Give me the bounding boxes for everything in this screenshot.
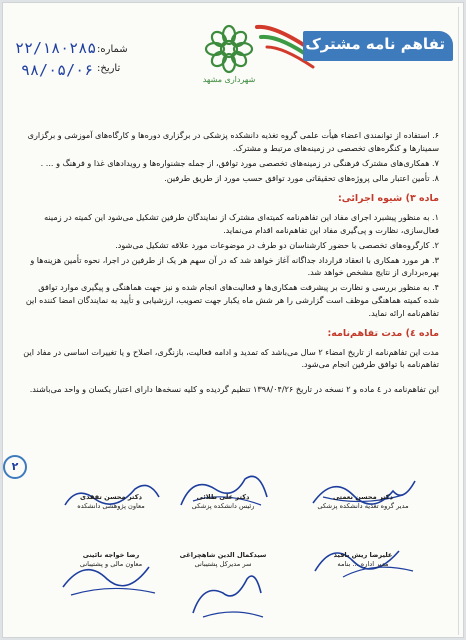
- page-number: ۲: [3, 455, 27, 479]
- signatory-3-title: معاون پژوهشی دانشکده: [77, 502, 145, 510]
- letterhead: [3, 3, 465, 103]
- signatory-3-name: دکتر محسن تفقدی: [80, 493, 142, 501]
- document-title: تفاهم نامه مشترک: [305, 35, 445, 53]
- section-3-heading: ماده ۳) شیوه اجرائی:: [337, 193, 439, 205]
- signatory-6-title: معاون مالی و پشتیبانی: [79, 560, 143, 568]
- municipality-logo-icon: [203, 23, 255, 75]
- signatory-4-title: مدیر اداره ... بنامه: [337, 560, 389, 568]
- date-value: ۹۸/۰۵/۰۶: [21, 61, 94, 79]
- signatory-2-title: رئیس دانشکده پزشکی: [191, 502, 255, 510]
- date-label: تاریخ:: [97, 63, 121, 74]
- item-7: ۷. همکاری‌های مشترک فرهنگی در زمینه‌های تخصصی مورد توافق، از جمله جشنواره‌ها و رویدادهای غذا و فرهنگ و ... .: [40, 157, 439, 168]
- number-label: شماره:: [97, 44, 128, 55]
- section-3-item-4: ۴. به منظور بررسی و نظارت بر پیشرفت همکاری‌ها و فعالیت‌های انجام شده و نیز جهت هماهنگی و پیگیری موارد توافق شده کمیته هماهنگی موظف است گزارشی را هر شش ماه یکبار جهت تصویب، ارزشیابی و تأیید به نمایندگان امضا کننده این تفاهم‌نامه ارائه نماید.: [25, 282, 439, 318]
- section-3-item-2: ۲. کارگروه‌های تخصصی با حضور کارشناسان دو طرف در موضوعات مورد علاقه تشکیل می‌شود.: [115, 239, 439, 250]
- logo-caption: شهرداری مشهد: [202, 75, 256, 84]
- signatory-1-name: دکتر محسن نعمتی: [332, 493, 394, 501]
- title-banner: [303, 31, 453, 61]
- section-4-text: مدت این تفاهم‌نامه از تاریخ امضاء ۲ سال می‌باشد که تمدید و ادامه فعالیت، بازنگری، اصلاح و یا تغییرات اساسی در مفاد این تفاهم‌نامه با توافق طرفین انجام می‌شود.: [23, 346, 439, 370]
- document-body: [21, 129, 439, 398]
- item-8: ۸. تأمین اعتبار مالی پروژه‌های تحقیقاتی مورد توافق حسب مورد از طریق طرفین.: [164, 172, 439, 183]
- section-3-item-3: ۳. هر مورد همکاری با انعقاد قرارداد جداگانه آغاز خواهد شد که در آن سهم هر یک از طرفین در اجرا، نحوه تأمین هزینه‌ها و بهره‌برداری از نتایج مشخص خواهد شد.: [30, 254, 439, 278]
- signatory-1-title: مدیر گروه تغذیه دانشکده پزشکی: [317, 502, 409, 510]
- number-value: ۲۲/۱۸۰۲۸۵: [15, 39, 97, 57]
- item-6: ۶. استفاده از توانمندی اعضاء هیأت علمی گروه تغذیه دانشکده پزشکی در برگزاری دوره‌ها و کارگاه‌های آموزشی و برگزاری سمینارها و کنگره‌های تخصصی در زمینه‌های مرتبط و مشترک.: [27, 130, 439, 153]
- signatory-4-name: علیرضا ریش بافید: [333, 551, 393, 559]
- signatory-6-name: رضا خواجه نائینی: [82, 551, 140, 559]
- section-3-item-1: ۱. به منظور پیشبرد اجرای مفاد این تفاهم‌نامه کمیته‌ای مشترک از نمایندگان طرفین تشکیل می‌شود این کمیته در زمینه فعال‌سازی، نظارت و پی‌گیری مفاد این تفاهم‌نامه اقدام می‌نماید.: [44, 211, 439, 235]
- signatory-5-title: سر مدیرکل پشتیبانی: [194, 560, 252, 568]
- document-page: [2, 2, 464, 638]
- signatory-2-name: دکتر علی طلائی: [196, 493, 250, 501]
- section-4-heading: ماده ٤) مدت تفاهم‌نامه:: [327, 328, 439, 340]
- closing-paragraph: این تفاهم‌نامه در ٤ ماده و ۲ نسخه در تاریخ ۱۳۹۸/۰۴/۲۶ تنظیم گردیده و کلیه نسخه‌ها دارای اعتبار یکسان و واحد می‌باشند.: [29, 384, 439, 394]
- signatory-5-name: سیدکمال الدین شاهچراغی: [179, 551, 267, 559]
- signature-5: [163, 563, 283, 623]
